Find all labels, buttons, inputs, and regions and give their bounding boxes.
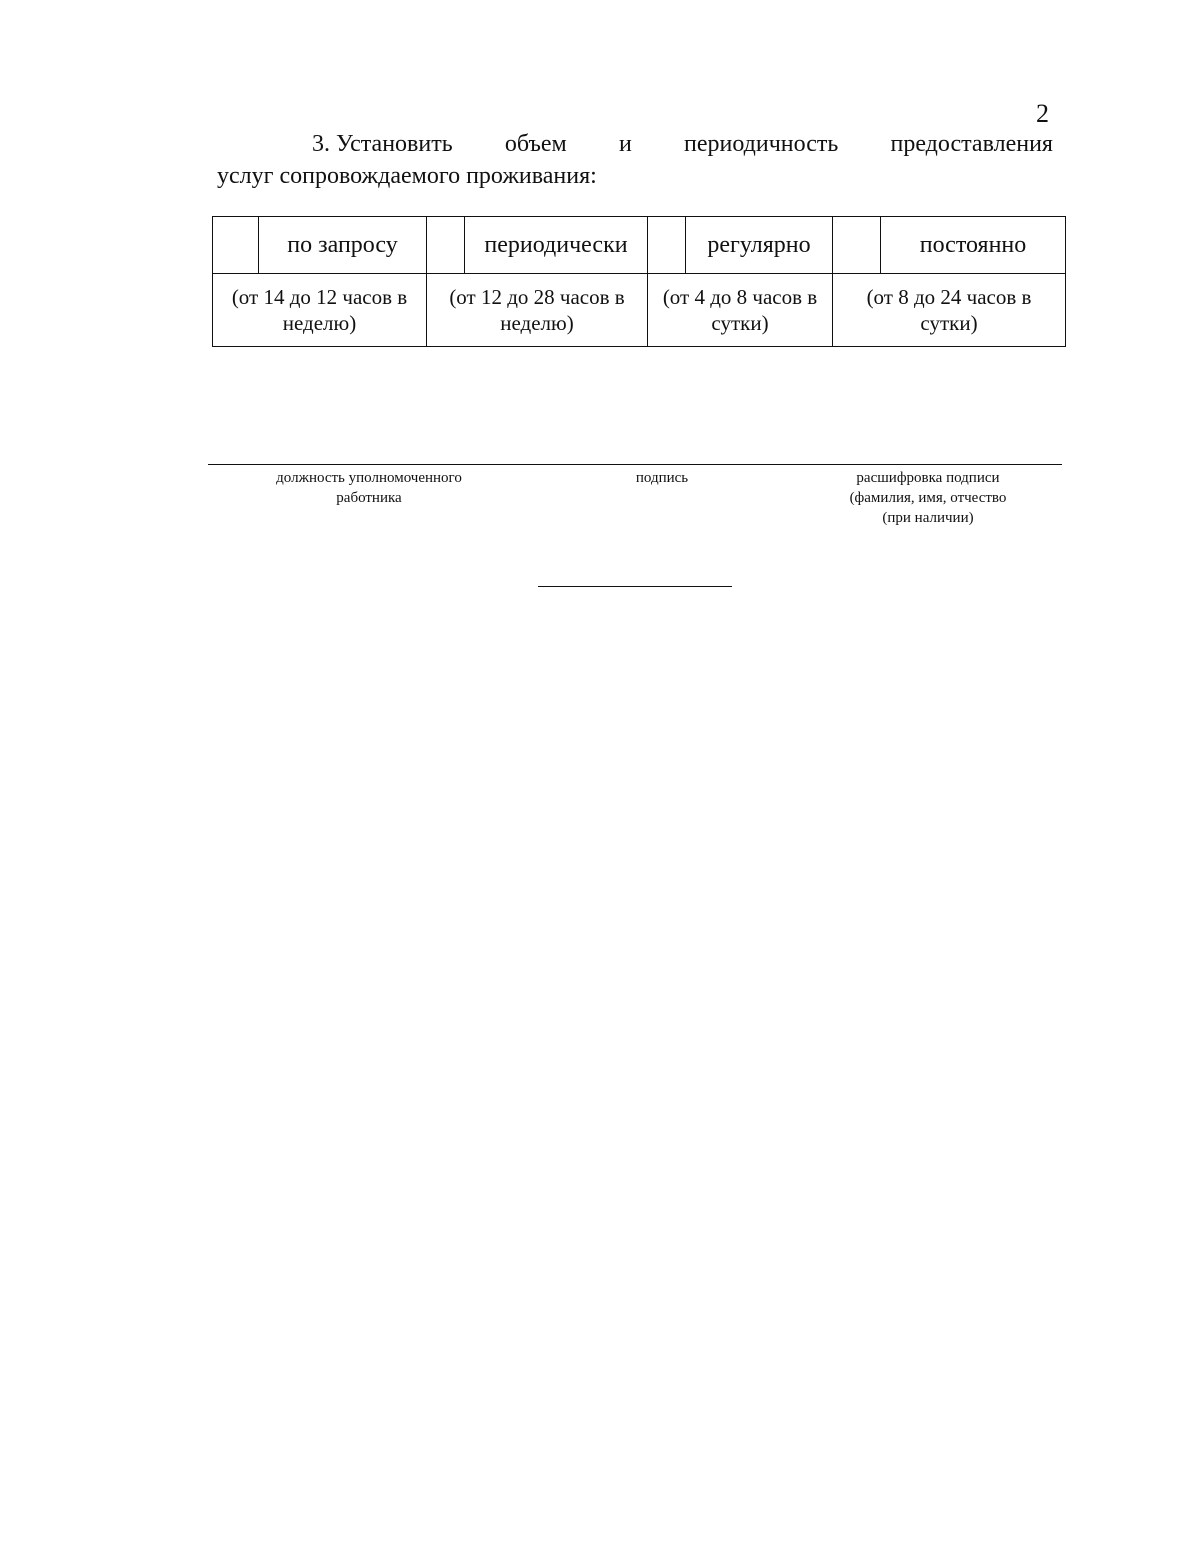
service-frequency-table	[212, 216, 1066, 347]
signature-line[interactable]	[208, 464, 1062, 465]
paragraph-word: предоставления	[890, 131, 1053, 157]
option-ranges-row	[213, 274, 1066, 347]
option-label-periodically: периодически	[465, 217, 648, 274]
document-end-line	[538, 586, 732, 587]
option-label-on-request: по запросу	[259, 217, 427, 274]
option-range-periodically: (от 12 до 28 часов в неделю)	[427, 274, 648, 347]
option-labels-row	[213, 217, 1066, 274]
paragraph-word: 3. Установить	[312, 131, 453, 157]
option-checkbox-regularly[interactable]	[648, 217, 686, 274]
paragraph-line-1	[217, 128, 1053, 160]
option-range-regularly: (от 4 до 8 часов в сутки)	[648, 274, 833, 347]
signature-decoding-caption: расшифровка подписи (фамилия, имя, отчество (при наличии)	[849, 470, 1007, 526]
page-number: 2	[1036, 99, 1049, 128]
paragraph-word: объем	[504, 131, 567, 157]
paragraph-word: периодичность	[683, 131, 839, 157]
signature-caption: подпись	[635, 470, 689, 486]
option-label-regularly: регулярно	[686, 217, 833, 274]
option-checkbox-on-request[interactable]	[213, 217, 259, 274]
option-checkbox-periodically[interactable]	[427, 217, 465, 274]
paragraph-word: и	[618, 131, 632, 157]
option-label-constantly: постоянно	[881, 217, 1066, 274]
option-range-constantly: (от 8 до 24 часов в сутки)	[833, 274, 1066, 347]
option-range-on-request: (от 14 до 12 часов в неделю)	[213, 274, 427, 347]
paragraph-line-2: услуг сопровождаемого проживания:	[217, 163, 597, 189]
position-caption: должность уполномоченного работника	[276, 470, 462, 506]
option-checkbox-constantly[interactable]	[833, 217, 881, 274]
